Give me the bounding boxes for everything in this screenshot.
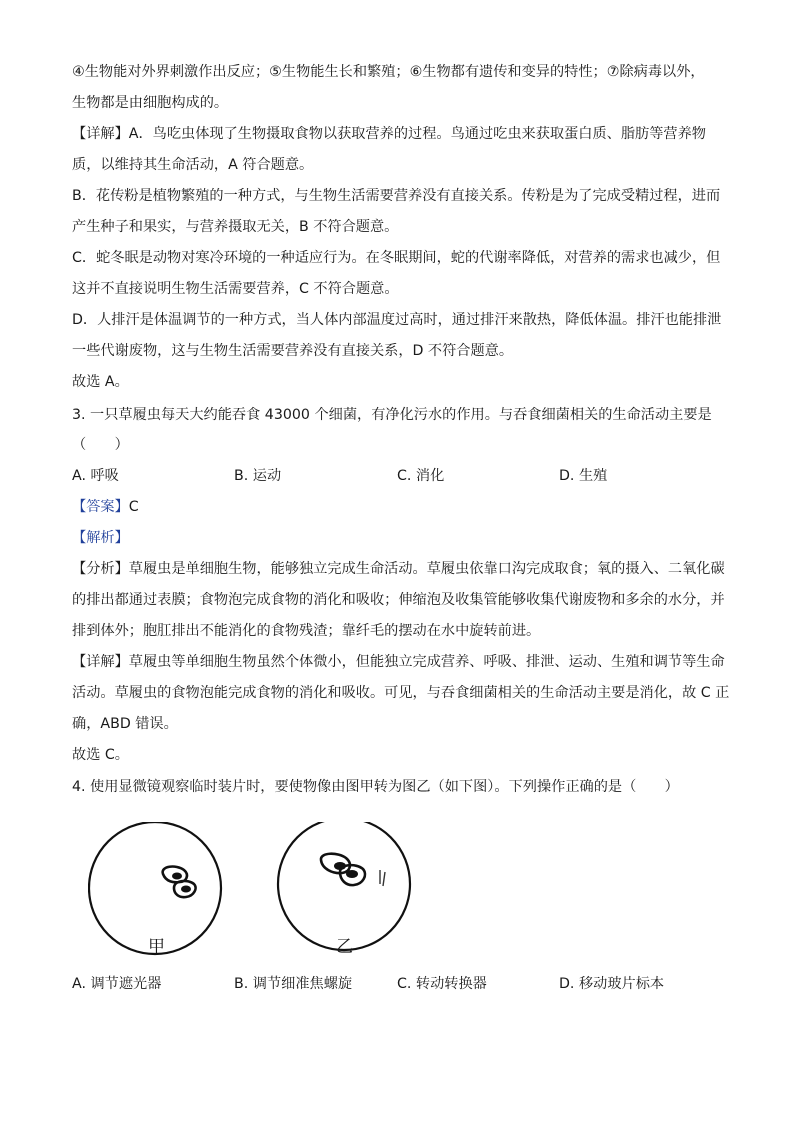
answer-tag: 【答案】: [72, 499, 129, 515]
q4-option-a: A. 调节遮光器: [72, 976, 162, 992]
text-line: 生物都是由细胞构成的。: [72, 95, 229, 111]
text-line: 这并不直接说明生物生活需要营养，C 不符合题意。: [72, 281, 399, 297]
q4-option-d: D. 移动玻片标本: [559, 976, 665, 992]
q4-option-b: B. 调节细准焦螺旋: [234, 976, 353, 992]
text-line: C．蛇冬眠是动物对寒冷环境的一种适应行为。在冬眠期间，蛇的代谢率降低，对营养的需求也减少，但: [72, 250, 721, 266]
analysis-line: 的排出都通过表膜；食物泡完成食物的消化和吸收；伸缩泡及收集管能够收集代谢废物和多余的水分，并: [72, 592, 725, 608]
analysis-line: 排到体外；胞肛排出不能消化的食物残渣；靠纤毛的摆动在水中旋转前进。: [72, 623, 541, 639]
analysis-line: 【分析】草履虫是单细胞生物，能够独立完成生命活动。草履虫依靠口沟完成取食；氧的摄入、二氧化碳: [72, 561, 725, 577]
text-line: D．人排汗是体温调节的一种方式，当人体内部温度过高时，通过排汗来散热，降低体温。排汗也能排泄: [72, 312, 722, 328]
q3-option-b: B. 运动: [234, 468, 282, 484]
analysis-line: 活动。草履虫的食物泡能完成食物的消化和吸收。可见，与吞食细菌相关的生命活动主要是消化，故 C 正: [72, 685, 730, 701]
figure-label-jia: 甲: [148, 937, 165, 957]
text-line: B．花传粉是植物繁殖的一种方式，与生物生活需要营养没有直接关系。传粉是为了完成受精过程，进而: [72, 188, 721, 204]
text-line: ④生物能对外界刺激作出反应；⑤生物能生长和繁殖；⑥生物都有遗传和变异的特性；⑦除病毒以外，: [72, 64, 705, 80]
text-line: 故选 A。: [72, 374, 129, 390]
question-3-bracket: （ ）: [72, 437, 129, 453]
answer-row: [72, 497, 139, 517]
q4-option-c: C. 转动转换器: [397, 976, 487, 992]
microscope-figure: [88, 822, 418, 962]
answer-value: C: [128, 499, 139, 515]
figure-label-yi: 乙: [336, 937, 353, 957]
text-line: 【详解】A．鸟吃虫体现了生物摄取食物以获取营养的过程。鸟通过吃虫来获取蛋白质、脂肪等营养物: [72, 126, 706, 142]
question-4-stem: 4. 使用显微镜观察临时装片时，要使物像由图甲转为图乙（如下图）。下列操作正确的是（ ）: [72, 779, 679, 795]
analysis-line: 确，ABD 错误。: [72, 716, 178, 732]
analysis-line: 【详解】草履虫等单细胞生物虽然个体微小，但能独立完成营养、呼吸、排泄、运动、生殖和调节等生命: [72, 654, 725, 670]
q3-option-a: A. 呼吸: [72, 468, 119, 484]
q3-option-d: D. 生殖: [559, 468, 608, 484]
analysis-line: 故选 C。: [72, 747, 129, 763]
question-3-stem: 3. 一只草履虫每天大约能吞食 43000 个细菌，有净化污水的作用。与吞食细菌相关的生命活动主要是: [72, 407, 712, 423]
text-line: 一些代谢废物，这与生物生活需要营养没有直接关系，D 不符合题意。: [72, 343, 514, 359]
view-yi: [278, 822, 410, 950]
analysis-tag: 【解析】: [72, 530, 129, 546]
text-line: 质，以维持其生命活动，A 符合题意。: [72, 157, 314, 173]
q3-option-c: C. 消化: [397, 468, 445, 484]
text-line: 产生种子和果实，与营养摄取无关，B 不符合题意。: [72, 219, 399, 235]
